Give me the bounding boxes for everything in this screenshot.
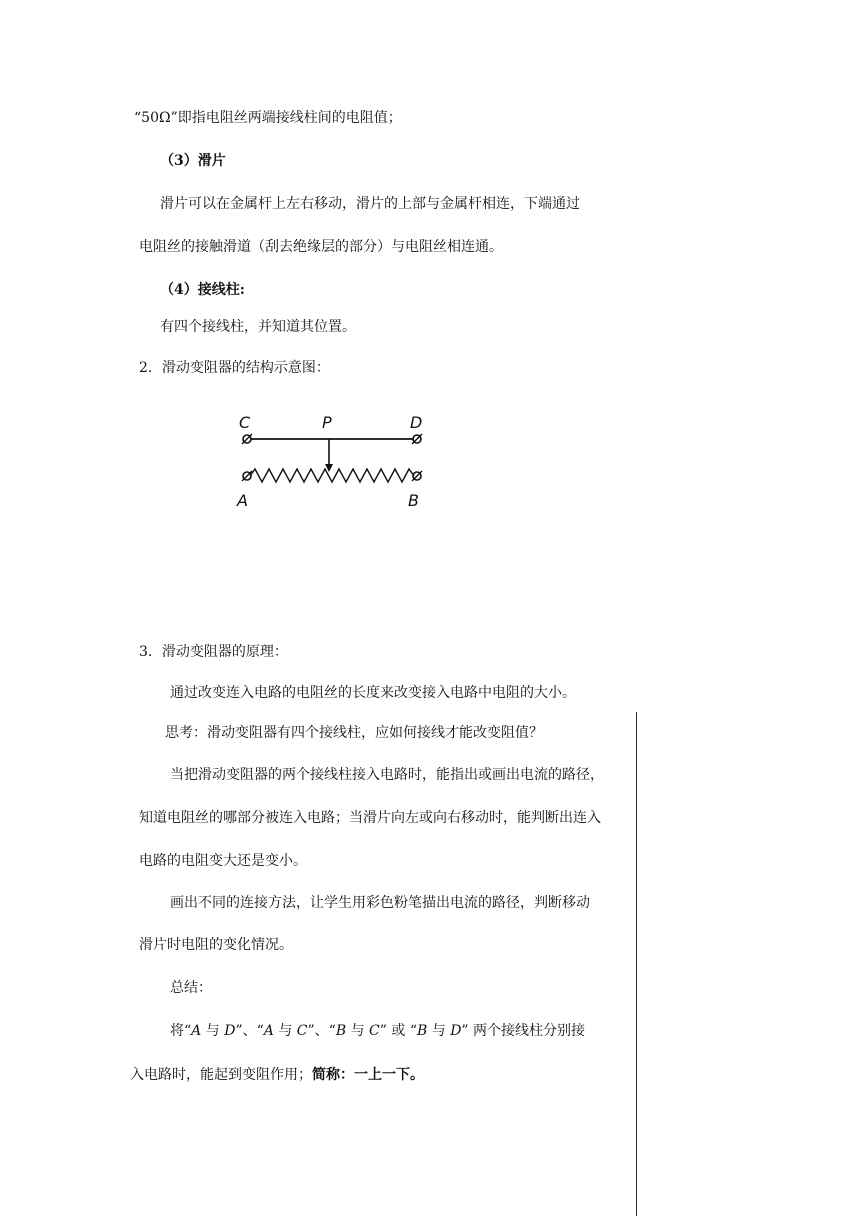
terminal-ref: A xyxy=(263,1023,274,1039)
think-question: 思考：滑动变阻器有四个接线柱，应如何接线才能改变阻值？ xyxy=(165,725,543,741)
summary-text: ”、“ xyxy=(235,1023,264,1039)
summary-conclusion xyxy=(130,1065,424,1085)
terminal-b xyxy=(412,471,422,481)
page-vertical-rule xyxy=(636,712,637,1216)
summary-mnemonic: 简称：一上一下。 xyxy=(312,1067,424,1083)
terminal-ref: D xyxy=(450,1023,462,1039)
paragraph-line: 通过改变连入电路的电阻丝的长度来改变接入电路中电阻的大小。 xyxy=(170,685,576,701)
label-b: B xyxy=(408,491,419,510)
summary-text: 与 xyxy=(427,1023,451,1039)
paragraph-line: 知道电阻丝的哪部分被连入电路；当滑片向左或向右移动时，能判断出连入 xyxy=(139,810,601,826)
section-title-structure: 2．滑动变阻器的结构示意图： xyxy=(139,360,330,376)
summary-text: 与 xyxy=(346,1023,370,1039)
paragraph-line: 电路的电阻变大还是变小。 xyxy=(139,853,307,869)
text-line: “50Ω”即指电阻丝两端接线柱间的电阻值； xyxy=(134,110,402,126)
section-heading-terminals: （4）接线柱: xyxy=(160,282,245,298)
summary-line xyxy=(170,1021,585,1041)
summary-text: 与 xyxy=(273,1023,297,1039)
terminal-ref: C xyxy=(296,1023,308,1039)
terminal-a xyxy=(242,471,252,481)
terminal-ref: C xyxy=(369,1023,380,1039)
terminal-ref: A xyxy=(191,1023,202,1039)
label-c: C xyxy=(239,413,251,432)
terminal-c xyxy=(242,434,252,444)
paragraph-line: 画出不同的连接方法，让学生用彩色粉笔描出电流的路径，判断移动 xyxy=(170,895,590,911)
terminal-ref: B xyxy=(335,1023,347,1039)
paragraph-line: 滑片可以在金属杆上左右移动，滑片的上部与金属杆相连，下端通过 xyxy=(160,196,580,212)
summary-text: 将“ xyxy=(170,1023,192,1039)
resistance-wire xyxy=(250,469,414,482)
summary-text: ” 或 “ xyxy=(379,1023,417,1039)
paragraph-line: 电阻丝的接触滑道（刮去绝缘层的部分）与电阻丝相连通。 xyxy=(139,239,503,255)
summary-label: 总结： xyxy=(170,980,212,996)
label-a: A xyxy=(237,491,248,510)
terminal-d xyxy=(412,434,422,444)
summary-text: 与 xyxy=(201,1023,225,1039)
terminal-ref: D xyxy=(224,1023,236,1039)
paragraph-line: 当把滑动变阻器的两个接线柱接入电路时，能指出或画出电流的路径， xyxy=(170,767,604,783)
summary-text: 入电路时，能起到变阻作用； xyxy=(130,1067,312,1083)
terminal-ref: B xyxy=(416,1023,428,1039)
paragraph-line: 有四个接线柱，并知道其位置。 xyxy=(160,319,356,335)
label-p: P xyxy=(322,413,332,432)
rheostat-diagram xyxy=(220,402,460,522)
label-d: D xyxy=(410,413,423,432)
section-heading-slider: （3）滑片 xyxy=(160,153,226,169)
summary-text: ”、“ xyxy=(307,1023,336,1039)
paragraph-line: 滑片时电阻的变化情况。 xyxy=(139,937,293,953)
section-title-principle: 3．滑动变阻器的原理： xyxy=(139,644,288,660)
summary-text: ” 两个接线柱分别接 xyxy=(461,1023,586,1039)
